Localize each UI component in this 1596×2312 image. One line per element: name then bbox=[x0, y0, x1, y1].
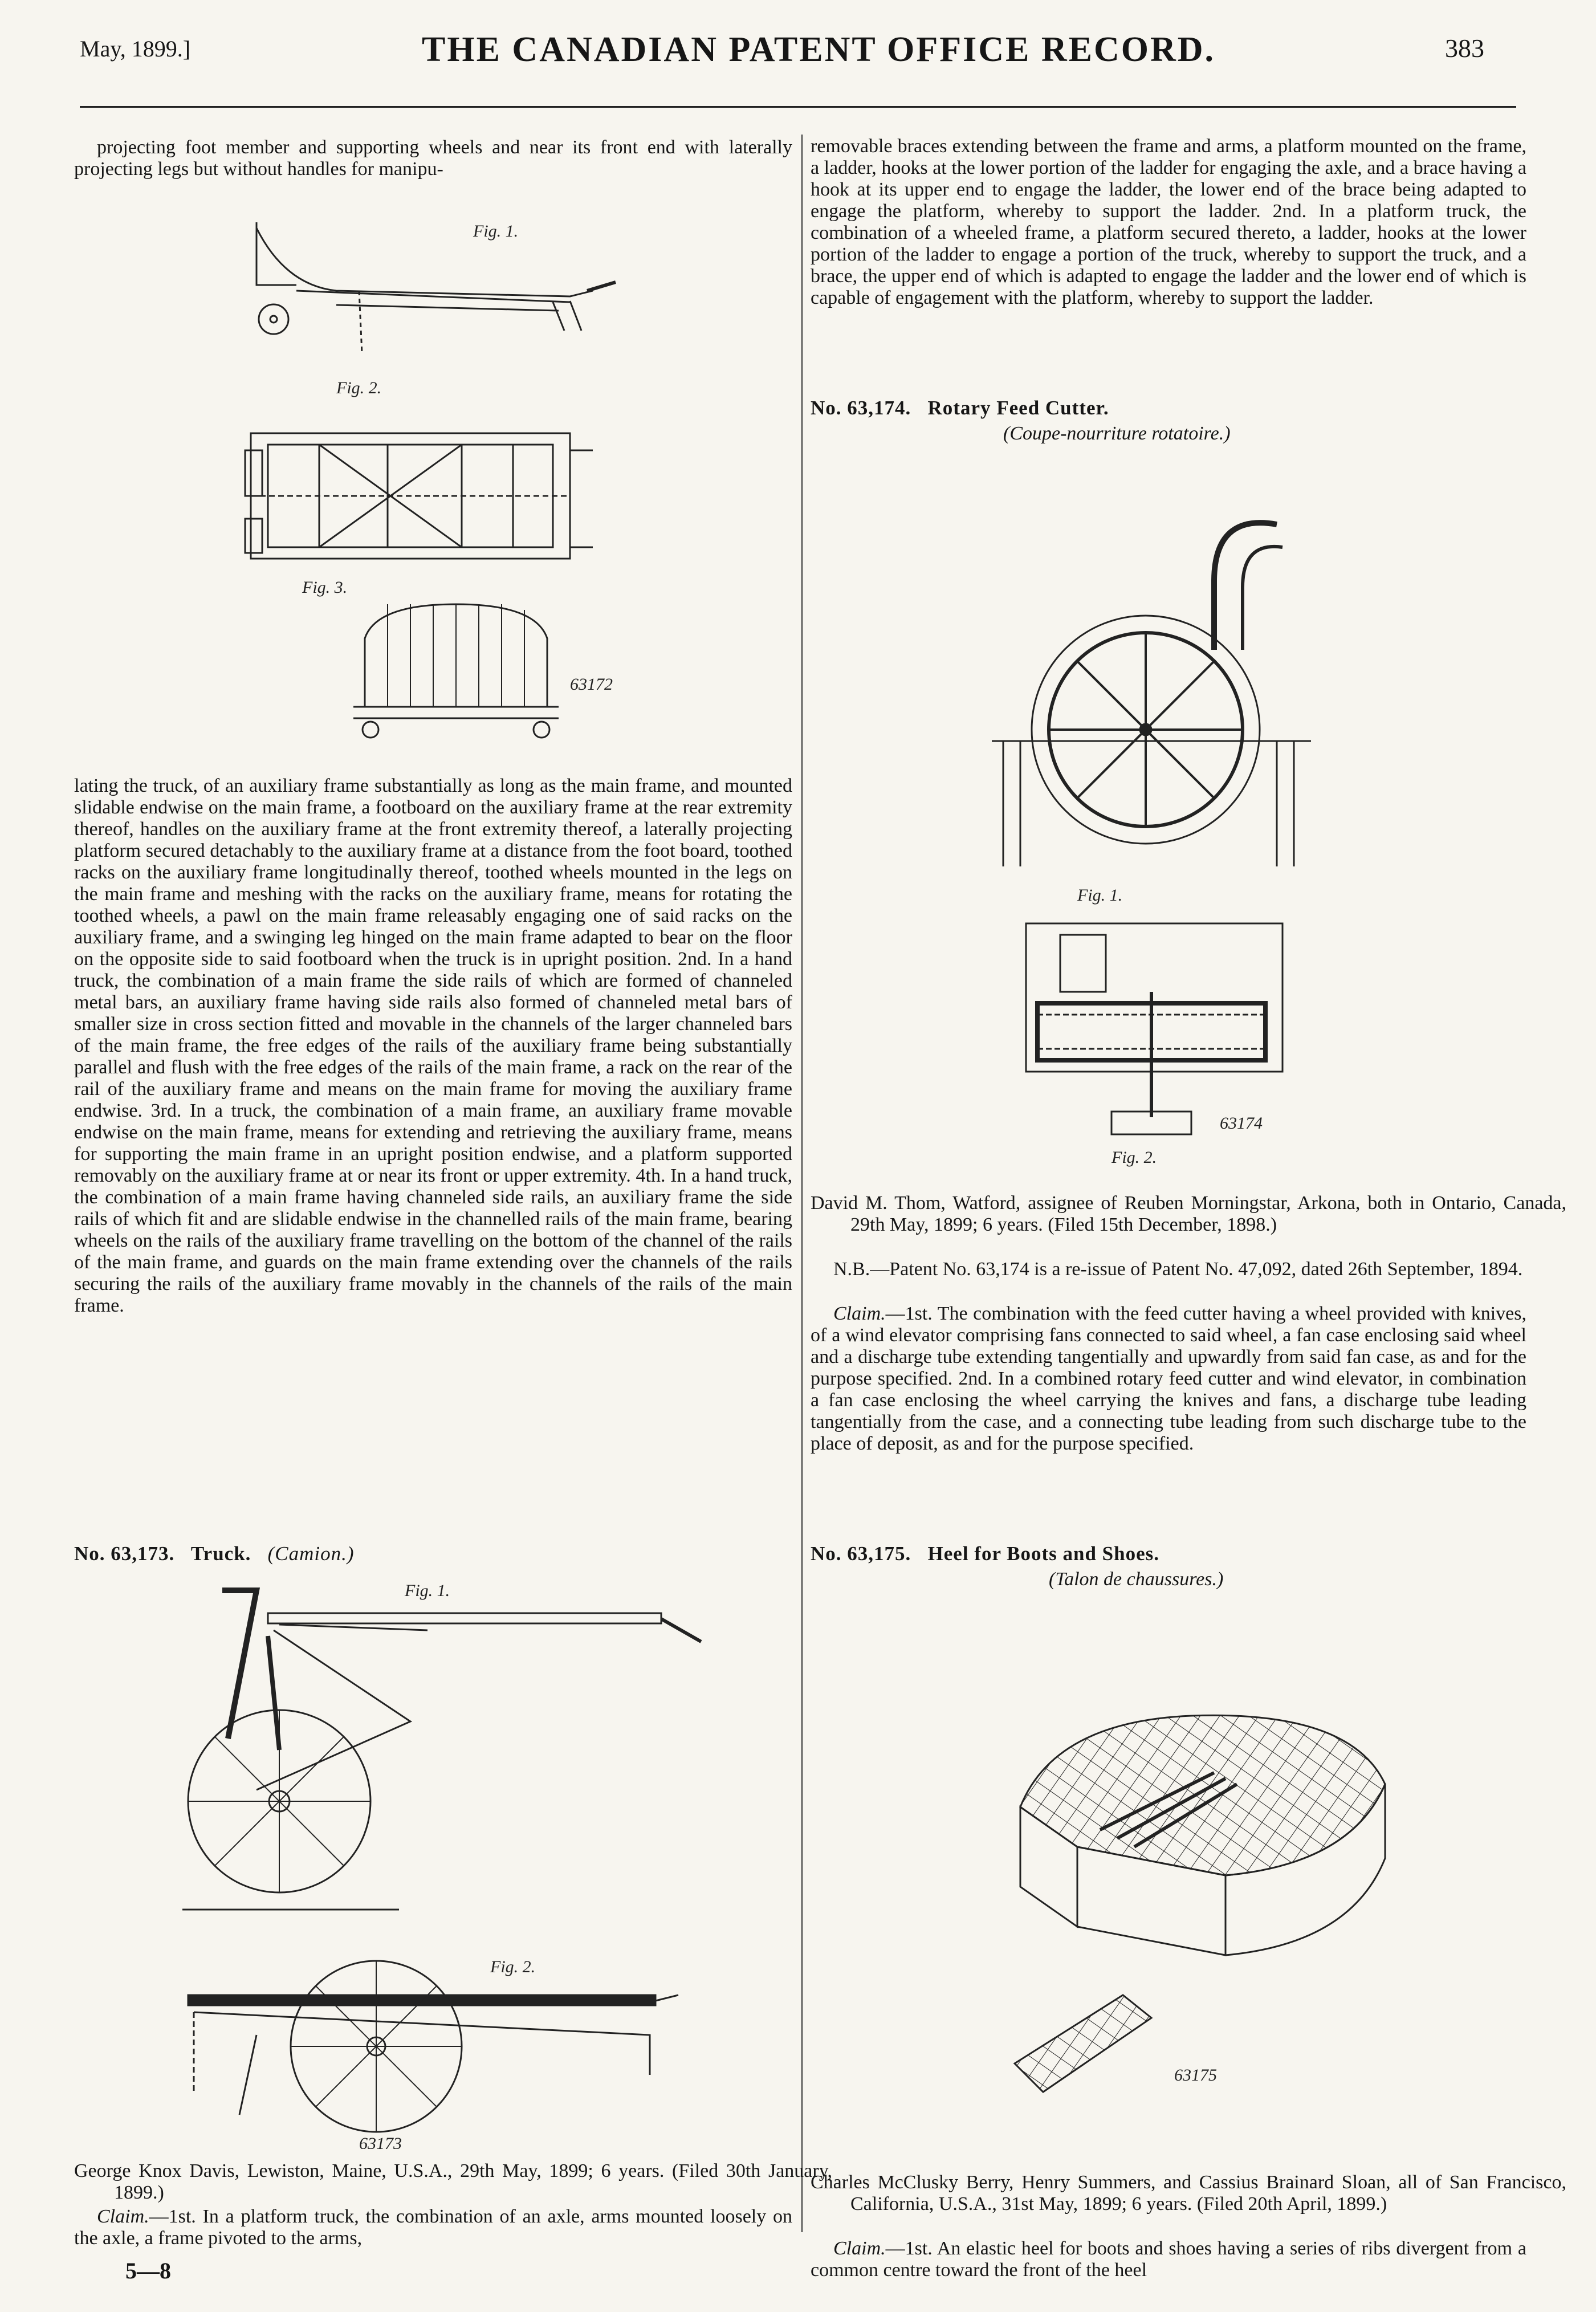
left-claim-text: lating the truck, of an auxiliary frame substantially as long as the main frame, and mounted slidable endwise on the main frame, a footboard on the auxiliary frame at the rear extremity thereof, handles on the auxiliary frame at the front extremity thereof, a laterally projecting platform secured detachably to the auxiliary frame at a distance from the foot board, toothed racks on the auxiliary frame longitudinally thereof, toothed wheels mounted in the legs on the main frame and meshing with the racks on the auxiliary frame, means for rotating the toothed wheels, a pawl on the main frame releasably engaging one of said racks on the auxiliary frame, and a swinging leg hinged on the main frame adapted to bear on the floor on the opposite side to said footboard when the truck is in upright position. 2nd. In a hand truck, the combination of a main frame the side rails of which are formed of channeled metal bars, an auxiliary frame having side rails also formed of channeled metal bars of smaller size in cross section fitted and movable in the channels of the larger channeled bars of the main frame, the free edges of the rails of the auxiliary frame being substantially parallel and flush with the free edges of the rails of the main frame, a rack on the rear of the rail of the auxiliary frame and means on the main frame for moving the auxiliary frame endwise. 3rd. In a truck, the combination of a main frame, an auxiliary frame movable endwise on the main frame, means for extending and retrieving the auxiliary frame, means for supporting the main frame in an upright position endwise, and a platform supported removably on the auxiliary frame at or near its front or upper extremity. 4th. In a hand truck, the combination of a main frame having channeled side rails, an auxiliary frame the side rails of which fit and are slidable endwise in the channelled rails of the main frame, bearing wheels on the rails of the auxiliary frame travelling on the bottom of the channel of the rails of the main frame, and guards on the main frame extending over the channels of the rails securing the rails of the auxiliary frame movably in the channels of the rails of the main frame. bbox=[74, 775, 792, 1316]
patent-63175-french: (Talon de chaussures.) bbox=[1049, 1569, 1224, 1590]
patent-63175-number: No. 63,175. bbox=[811, 1542, 911, 1565]
patent-63174-nb: N.B.—Patent No. 63,174 is a re-issue of Patent No. 47,092, dated 26th September, 1894. bbox=[833, 1259, 1523, 1280]
fig1-label-63172: Fig. 1. bbox=[473, 222, 519, 241]
claim-text-63175: —1st. An elastic heel for boots and shoes having a series of ribs divergent from a common centre toward the front of the heel bbox=[811, 2238, 1526, 2281]
fig2-label-63172: Fig. 2. bbox=[336, 378, 382, 397]
column-divider bbox=[801, 135, 803, 2232]
patent-63173-heading bbox=[74, 1542, 355, 1565]
figure-63174 bbox=[980, 502, 1334, 1169]
signature-mark: 5—8 bbox=[125, 2258, 171, 2283]
patent-63174-claim bbox=[811, 1303, 1526, 1455]
page-title: THE CANADIAN PATENT OFFICE RECORD. bbox=[422, 30, 1216, 69]
header-rule bbox=[80, 106, 1516, 108]
patent-63175-title: Heel for Boots and Shoes. bbox=[927, 1542, 1159, 1565]
patent-63174-french: (Coupe-nourriture rotatoire.) bbox=[1003, 423, 1231, 444]
patent-63174-inventor: David M. Thom, Watford, assignee of Reuben Morningstar, Arkona, both in Ontario, Canada, 29th May, 1899; 6 years. (Filed 15th December, 1898.) bbox=[811, 1192, 1566, 1235]
claim-text-63174: —1st. The combination with the feed cutter having a wheel provided with knives, of a wind elevator comprising fans connected to said wheel, a fan case enclosing said wheel and a discharge tube extending tangentially and upwardly from said fan case, as and for the purpose specified. 2nd. In a combined rotary feed cutter and wind elevator, in combination a fan case enclosing the wheel carrying the knives and fans, a discharge tube leading tangentially from the case, and a connecting tube leading from such discharge tube to the place of deposit, as and for the purpose specified. bbox=[811, 1303, 1526, 1454]
patent-63175-claim bbox=[811, 2238, 1526, 2281]
fig2-label-63174: Fig. 2. bbox=[1112, 1148, 1157, 1167]
claim-label-63175: Claim. bbox=[833, 2238, 886, 2259]
claim-label-63174: Claim. bbox=[833, 1303, 886, 1324]
right-top-text: removable braces extending between the frame and arms, a platform mounted on the frame, a ladder, hooks at the lower portion of the ladder for engaging the axle, and a brace having a hook at its upper end to engage the ladder, the lower end of the brace being adapted to engage the platform, whereby to support the ladder. 2nd. In a platform truck, the combination of a wheeled frame, a platform secured thereto, a ladder, hooks at the lower portion of the ladder to engage a portion of the truck, whereby to support the truck, and a brace, the upper end of which is adapted to engage the ladder and the lower end of which is capable of engagement with the platform, whereby to support the ladder. bbox=[811, 136, 1526, 308]
claim-text-63173: —1st. In a platform truck, the combination of an axle, arms mounted loosely on the axle, a frame pivoted to the arms, bbox=[74, 2206, 792, 2249]
figure-63175 bbox=[986, 1687, 1465, 2120]
claim-label-63173: Claim. bbox=[97, 2206, 149, 2227]
fig2-label-63173: Fig. 2. bbox=[490, 1957, 536, 1976]
fig-number-63175: 63175 bbox=[1174, 2066, 1217, 2085]
fig-number-63174: 63174 bbox=[1220, 1114, 1263, 1133]
fig3-label-63172: Fig. 3. bbox=[302, 578, 348, 597]
patent-63173-french: (Camion.) bbox=[267, 1542, 355, 1565]
patent-63173-claim bbox=[74, 2206, 792, 2249]
patent-63174-title: Rotary Feed Cutter. bbox=[927, 397, 1109, 419]
fig1-label-63173: Fig. 1. bbox=[405, 1581, 450, 1600]
patent-63173-title: Truck. bbox=[190, 1542, 251, 1565]
fig1-label-63174: Fig. 1. bbox=[1077, 886, 1123, 905]
header-date: May, 1899.] bbox=[80, 36, 191, 62]
figure-63173 bbox=[171, 1579, 741, 2149]
fig-number-63173: 63173 bbox=[359, 2134, 402, 2149]
patent-63173-inventor: George Knox Davis, Lewiston, Maine, U.S.A., 29th May, 1899; 6 years. (Filed 30th January, 1899.) bbox=[74, 2160, 832, 2203]
patent-63175-heading bbox=[811, 1542, 1159, 1565]
fig-number-63172: 63172 bbox=[570, 675, 613, 694]
patent-63175-inventor: Charles McClusky Berry, Henry Summers, and Cassius Brainard Sloan, all of San Francisco, California, U.S.A., 31st May, 1899; 6 years. (Filed 20th April, 1899.) bbox=[811, 2172, 1566, 2215]
left-top-text: projecting foot member and supporting wheels and near its front end with laterally projecting legs but without handles for manipu- bbox=[74, 137, 792, 180]
patent-63173-number: No. 63,173. bbox=[74, 1542, 175, 1565]
patent-63174-heading bbox=[811, 397, 1109, 420]
figure-63172 bbox=[217, 205, 695, 764]
page-number: 383 bbox=[1445, 34, 1484, 63]
patent-63174-number: No. 63,174. bbox=[811, 397, 911, 419]
